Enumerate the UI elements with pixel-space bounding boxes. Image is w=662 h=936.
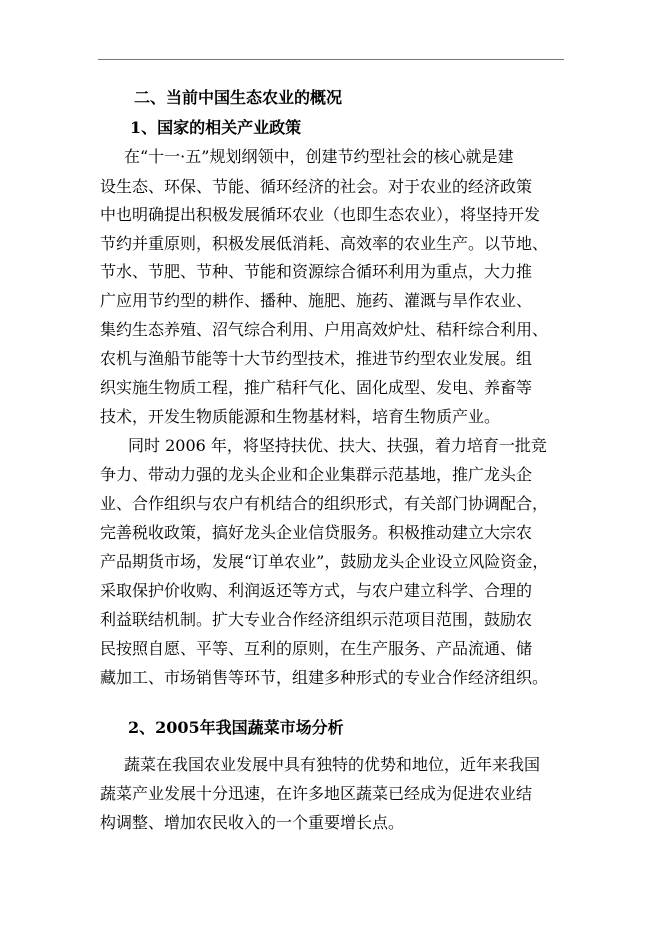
section-title: 二、当前中国生态农业的概况: [134, 88, 343, 107]
subsection-2-title: 2、2005年我国蔬菜市场分析: [128, 718, 344, 737]
paragraph-line: 产品期货市场，发展“订单农业”，鼓励龙头企业设立风险资金，: [100, 552, 549, 571]
paragraph-line: 民按照自愿、平等、互利的原则，在生产服务、产品流通、储: [100, 639, 533, 658]
paragraph-line: 设生态、环保、节能、循环经济的社会。对于农业的经济政策: [100, 177, 533, 196]
paragraph-line: 完善税收政策，搞好龙头企业信贷服务。积极推动建立大宗农: [100, 523, 533, 542]
paragraph-line: 藏加工、市场销售等环节，组建多种形式的专业合作经济组织。: [100, 668, 549, 687]
paragraph-line: 争力、带动力强的龙头企业和企业集群示范基地，推广龙头企: [100, 465, 533, 484]
paragraph-line: 中也明确提出积极发展循环农业（也即生态农业），将坚持开发: [100, 205, 541, 224]
header-rule: [98, 59, 564, 60]
paragraph-line: 采取保护价收购、利润返还等方式，与农户建立科学、合理的: [100, 581, 533, 600]
paragraph-line: 同时 2006 年，将坚持扶优、扶大、扶强，着力培育一批竞: [128, 436, 547, 455]
paragraph-line: 节约并重原则，积极发展低消耗、高效率的农业生产。以节地、: [100, 234, 549, 253]
paragraph-line: 节水、节肥、节种、节能和资源综合循环利用为重点，大力推: [100, 262, 533, 281]
paragraph-line: 技术，开发生物质能源和生物基材料，培育生物质产业。: [100, 407, 501, 426]
paragraph-line: 广应用节约型的耕作、播种、施肥、施药、灌溉与旱作农业、: [100, 291, 533, 310]
paragraph-line: 构调整、增加农民收入的一个重要增长点。: [100, 813, 405, 832]
paragraph-line: 在“十一·五”规划纲领中，创建节约型社会的核心就是建: [124, 147, 514, 166]
paragraph-line: 集约生态养殖、沼气综合利用、户用高效炉灶、秸秆综合利用、: [100, 320, 549, 339]
paragraph-line: 蔬菜在我国农业发展中具有独特的优势和地位，近年来我国: [124, 755, 541, 774]
paragraph-line: 农机与渔船节能等十大节约型技术，推进节约型农业发展。组: [100, 349, 533, 368]
paragraph-line: 业、合作组织与农户有机结合的组织形式，有关部门协调配合，: [100, 494, 549, 513]
paragraph-line: 利益联结机制。扩大专业合作经济组织示范项目范围，鼓励农: [100, 610, 533, 629]
paragraph-line: 蔬菜产业发展十分迅速，在许多地区蔬菜已经成为促进农业结: [100, 784, 533, 803]
paragraph-line: 织实施生物质工程，推广秸秆气化、固化成型、发电、养畜等: [100, 378, 533, 397]
subsection-1-title: 1、国家的相关产业政策: [130, 118, 302, 137]
